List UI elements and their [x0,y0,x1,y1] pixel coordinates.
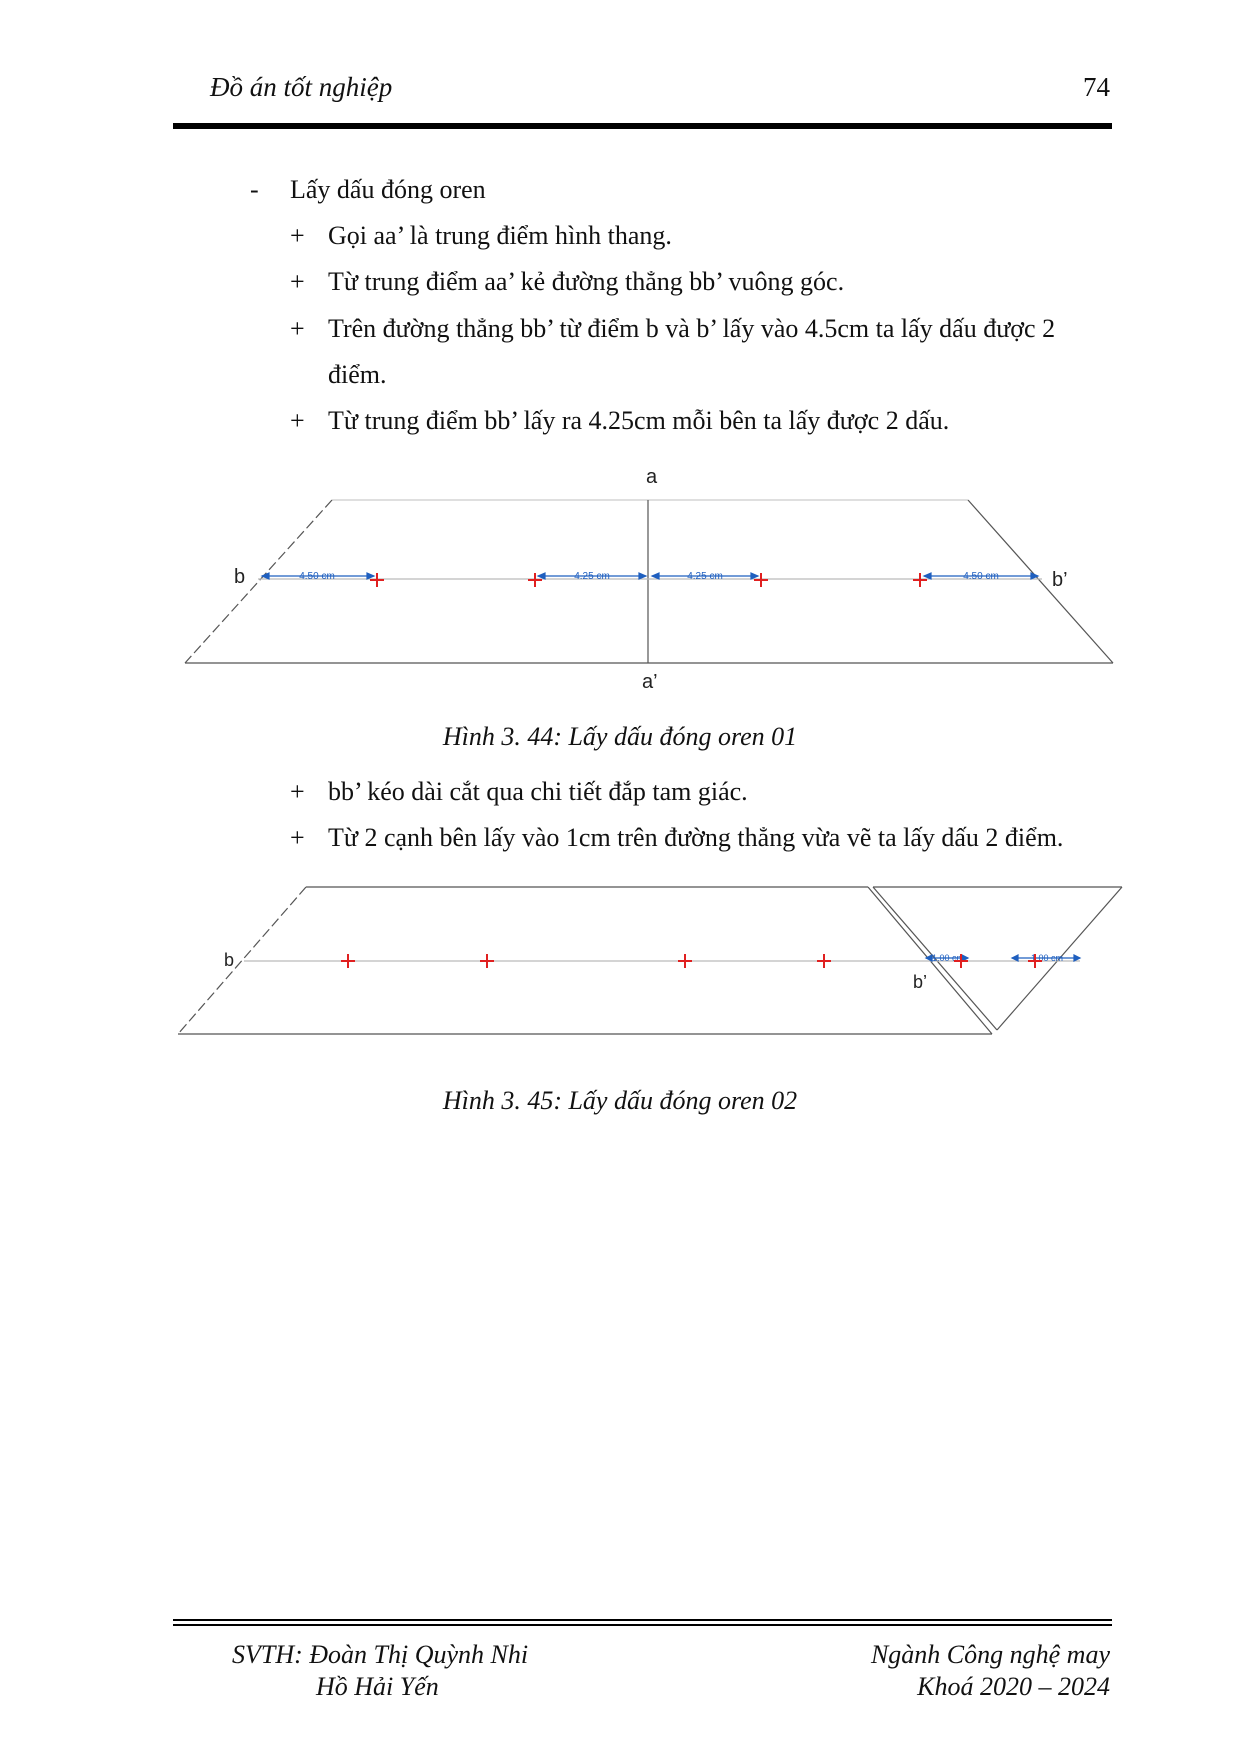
list-item: Trên đường thẳng bb’ từ điểm b và b’ lấy vào 4.5cm ta lấy dấu được 2 [328,314,1056,343]
label-b-prime: b’ [913,972,928,992]
list-item: bb’ kéo dài cắt qua chi tiết đắp tam giác. [328,777,748,806]
dimension-label: 4.25 cm [574,571,610,582]
dimension-label: 1.00 cm [931,953,965,963]
label-a-prime: a’ [642,671,658,693]
mark-icon [678,954,692,968]
figure-1-diagram [0,450,1240,700]
arrow-icon [262,573,269,579]
list-item-continuation: điểm. [328,360,387,389]
dimension-label: 4.50 cm [963,571,999,582]
label-b: b [224,950,235,970]
plus-bullet: + [290,777,305,806]
footer-svth-2: Hồ Hải Yến [316,1672,439,1701]
list-item: Từ trung điểm bb’ lấy ra 4.25cm mỗi bên ta lấy được 2 dấu. [328,406,950,435]
section-bullet: - [250,175,259,204]
mark-icon [341,954,355,968]
arrow-icon [751,573,758,579]
dimension-label: 1.00 cm [1030,953,1064,963]
list-item: Gọi aa’ là trung điểm hình thang. [328,221,672,250]
plus-bullet: + [290,221,305,250]
plus-bullet: + [290,267,305,296]
section-title: Lấy dấu đóng oren [290,175,486,204]
footer-rule [173,1624,1112,1626]
footer-major: Ngành Công nghệ may [870,1640,1110,1669]
label-b: b [234,566,246,588]
arrow-icon [652,573,659,579]
page-number: 74 [1083,72,1110,102]
footer-rule [173,1619,1112,1621]
plus-bullet: + [290,314,305,343]
list-item: Từ trung điểm aa’ kẻ đường thẳng bb’ vuông góc. [328,267,845,296]
arrow-icon [924,573,931,579]
figure-1-caption: Hình 3. 44: Lấy dấu đóng oren 01 [442,722,798,751]
header-rule [173,123,1112,129]
mark-icon [817,954,831,968]
footer-svth: SVTH: Đoàn Thị Quỳnh Nhi [232,1640,529,1669]
arrow-icon [367,573,374,579]
arrow-icon [1074,955,1080,961]
dimension-label: 4.25 cm [687,571,723,582]
arrow-icon [538,573,545,579]
list-item: Từ 2 cạnh bên lấy vào 1cm trên đường thẳng vừa vẽ ta lấy dấu 2 điểm. [328,823,1064,852]
arrow-icon [1012,955,1018,961]
dimension-label: 4.50 cm [299,571,335,582]
header-title: Đồ án tốt nghiệp [210,72,393,102]
figure-2-diagram [0,870,1240,1040]
mark-icon [480,954,494,968]
plus-bullet: + [290,823,305,852]
label-a: a [646,466,658,488]
label-b-prime: b’ [1052,569,1068,591]
arrow-icon [639,573,646,579]
footer-course: Khoá 2020 – 2024 [917,1672,1110,1701]
plus-bullet: + [290,406,305,435]
figure-2-caption: Hình 3. 45: Lấy dấu đóng oren 02 [442,1086,798,1115]
